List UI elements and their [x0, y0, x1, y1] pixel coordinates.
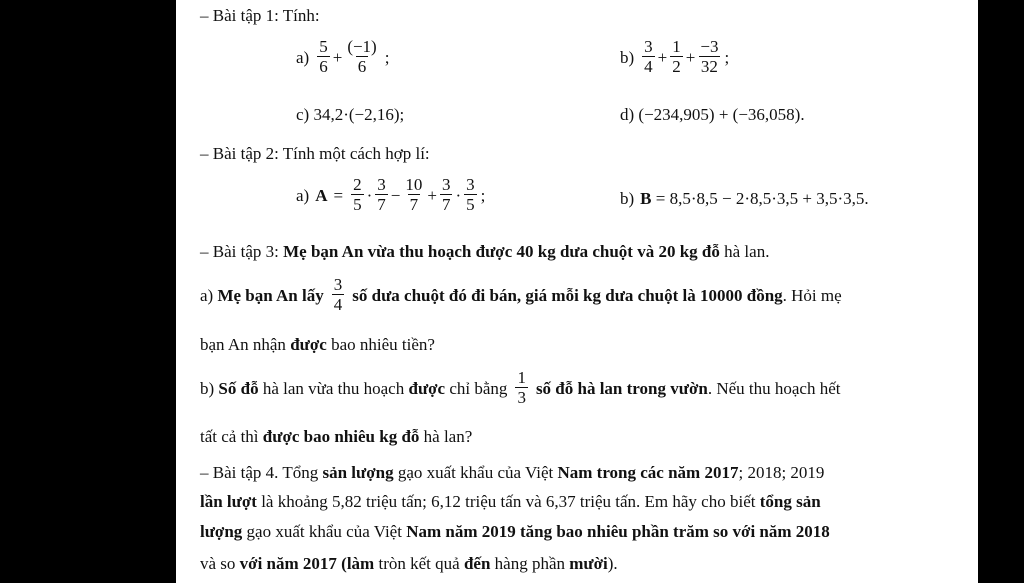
- exercise-3a-line2: bạn An nhận được bao nhiêu tiền?: [200, 335, 435, 354]
- fraction: $\frac{(-1)}{6}$: [347, 37, 377, 76]
- exercise-2-title: – Bài tập 2: Tính một cách hợp lí:: [200, 144, 430, 163]
- fraction: 3 4: [644, 37, 653, 76]
- variable-b: B: [640, 189, 652, 208]
- exercise-2b: b) B = 8,5·8,5 − 2·8,5·3,5 + 3,5·3,5.: [620, 189, 869, 208]
- exercise-3b-line2: tất cả thì được bao nhiêu kg đỗ hà lan?: [200, 427, 473, 446]
- exercise-4-line2: lần lượt là khoảng 5,82 triệu tấn; 6,12 triệu tấn và 6,37 triệu tấn. Em hãy cho biết tổng sản: [200, 492, 821, 511]
- fraction: $\frac{2}{5}$: [353, 175, 362, 214]
- label-b: b): [620, 47, 635, 67]
- exercise-1a: a) 5 6 + $\frac{(-1)}{6}$ ;: [296, 37, 390, 76]
- exercise-4-line3: lượng gạo xuất khẩu của Việt Nam năm 2019 tăng bao nhiêu phần trăm so với năm 2018: [200, 522, 830, 541]
- label-a: a): [296, 47, 310, 67]
- exercise-1-title: – Bài tập 1: Tính:: [200, 6, 320, 25]
- exercise-1c: c) 34,2·(−2,16);: [296, 105, 405, 124]
- fraction: 1 3: [517, 368, 526, 407]
- fraction: $\frac{-3}{32}$: [700, 37, 719, 76]
- exercise-3b-line1: b) Số đỗ hà lan vừa thu hoạch được chỉ bằng 1 3 số đỗ hà lan trong vườn . Nếu thu hoạch hết: [200, 368, 841, 407]
- fraction: 5 6: [319, 37, 328, 76]
- exercise-3a-line1: a) Mẹ bạn An lấy 3 4 số dưa chuột đó đi bán, giá mỗi kg dưa chuột là 10000 đồng . Hỏi mẹ: [200, 275, 842, 314]
- fraction: 3 5: [466, 175, 475, 214]
- exercise-1b: b) 3 4 + $\frac{1}{2}$ + $\frac{-3}{32}$ ;: [620, 37, 730, 76]
- variable-a: A: [315, 185, 328, 205]
- exercise-3-intro: – Bài tập 3: Mẹ bạn An vừa thu hoạch được 40 kg dưa chuột và 20 kg đỗ hà lan.: [200, 242, 770, 261]
- exercise-4-line1: – Bài tập 4. Tổng sản lượng gạo xuất khẩu của Việt Nam trong các năm 2017; 2018; 2019: [200, 463, 825, 482]
- exercise-1d: d) (−234,905) + (−36,058).: [620, 105, 805, 124]
- fraction: $\frac{1}{2}$: [672, 37, 681, 76]
- document-page: [176, 0, 978, 583]
- exercise-4-line4: và so với năm 2017 (làm tròn kết quả đến hàng phần mười).: [200, 554, 618, 573]
- fraction: $\frac{10}{7}$: [405, 175, 423, 214]
- fraction: 3 7: [377, 175, 386, 214]
- fraction: 3 4: [333, 275, 343, 314]
- fraction: $\frac{3}{7}$: [441, 175, 451, 214]
- exercise-2a: a) A = $\frac{2}{5}$ · 3 7 − $\frac{10}{7}$ + $\frac{3}{7}$ · 3 5 ;: [296, 175, 486, 214]
